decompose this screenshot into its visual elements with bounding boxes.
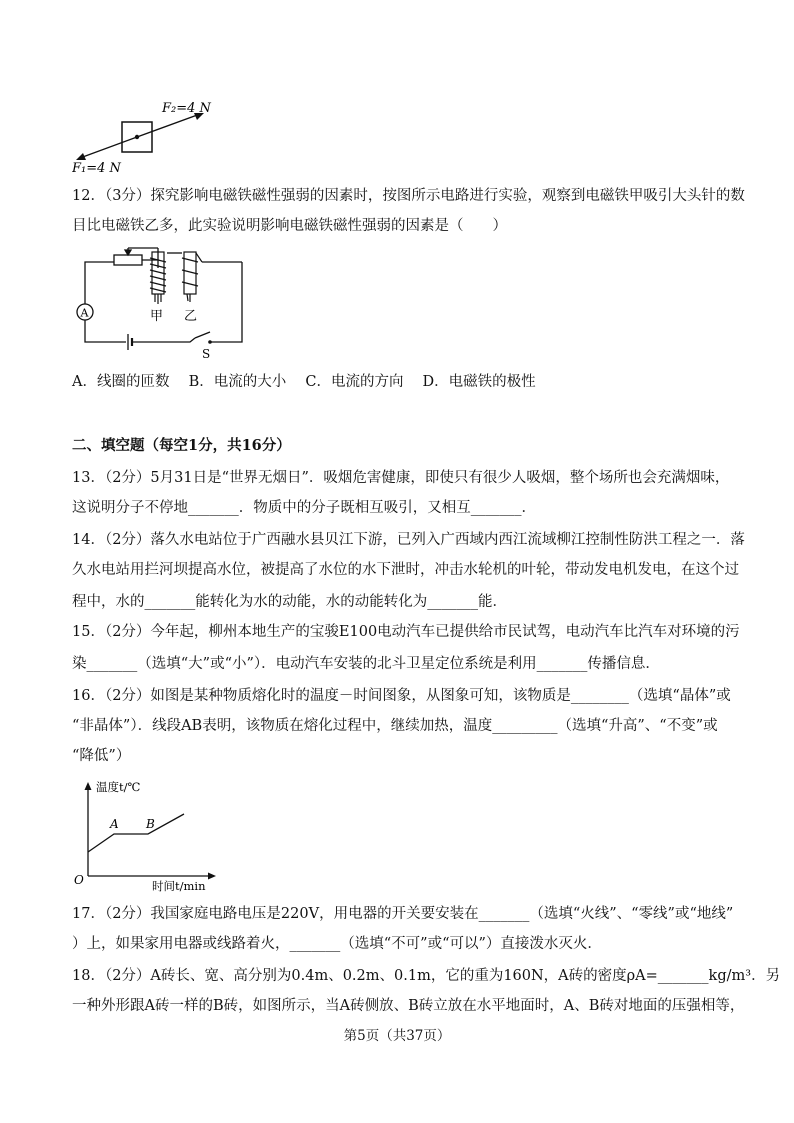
electromagnet-yi (182, 252, 202, 302)
q13-line2: 这说明分子不停地_______．物质中的分子既相互吸引，又相互_______． (72, 500, 536, 516)
force-f1-arrow (80, 137, 137, 158)
q17-line2: ）上，如果家用电器或线路着火，_______（选填“不可”或“可以”）直接泼水灭火． (72, 936, 602, 952)
q16-line3: “降低”） (72, 748, 131, 764)
ammeter-label: A (80, 306, 89, 320)
circuit-diagram (72, 244, 252, 362)
switch-lever (195, 332, 210, 338)
graph-ylabel: 温度t/℃ (96, 780, 141, 794)
label-switch: S (202, 347, 211, 361)
force-f2-label: F₂=4 N (162, 101, 211, 116)
force-f1-label: F₁=4 N (72, 161, 121, 176)
graph-origin: O (74, 873, 84, 887)
q14-line3: 程中，水的_______能转化为水的动能，水的动能转化为_______能． (72, 594, 507, 610)
rheostat (114, 255, 142, 265)
melting-curve (88, 814, 184, 852)
q15-line2: 染_______（选填“大”或“小”）．电动汽车安装的北斗卫星定位系统是利用_______传播信息． (72, 656, 660, 672)
q14-line1: 14．（2分）落久水电站位于广西融水县贝江下游，已列入广西域内西江流域柳江控制性防洪工程之一．落 (72, 532, 745, 548)
force-f2-arrow (137, 114, 200, 137)
switch-contact (208, 340, 212, 344)
melting-graph (72, 776, 222, 894)
force-diagram (72, 94, 222, 176)
graph-point-b: B (146, 817, 155, 831)
q14-line2: 久水电站用拦河坝提高水位，被提高了水位的水下泄时，冲击水轮机的叶轮，带动发电机发电，在这个过 (72, 562, 739, 578)
q12-line2: 目比电磁铁乙多，此实验说明影响电磁铁磁性强弱的因素是（ ） (72, 218, 507, 234)
label-yi: 乙 (184, 309, 198, 324)
q15-line1: 15．（2分）今年起，柳州本地生产的宝骏E100电动汽车已提供给市民试驾，电动汽车比汽车对环境的污 (72, 624, 740, 640)
q12-line1: 12．（3分）探究影响电磁铁磁性强弱的因素时，按图所示电路进行实验，观察到电磁铁甲吸引大头针的数 (72, 188, 745, 204)
graph-xlabel: 时间t/min (152, 879, 206, 893)
electromagnet-jia (150, 252, 166, 304)
page-footer: 第5页（共37页） (343, 1028, 451, 1044)
q17-line1: 17．（2分）我国家庭电路电压是220V，用电器的开关要安装在_______（选填“火线”、“零线”或“地线” (72, 906, 734, 922)
section-2-heading: 二、填空题（每空1分，共16分） (72, 437, 291, 454)
graph-point-a: A (110, 817, 119, 831)
label-jia: 甲 (150, 309, 164, 324)
q18-line1: 18．（2分）A砖长、宽、高分别为0.4m、0.2m、0.1m，它的重为160N，A砖的密度ρA=_______kg/m³．另 (72, 968, 781, 984)
q13-line1: 13．（2分）5月31日是“世界无烟日”．吸烟危害健康，即使只有很少人吸烟，整个场所也会充满烟味， (72, 470, 730, 486)
q12-options: A．线圈的匝数 B．电流的大小 C．电流的方向 D．电磁铁的极性 (72, 374, 536, 390)
q16-line1: 16．（2分）如图是某种物质熔化时的温度－时间图象，从图象可知，该物质是________（选填“晶体”或 (72, 688, 731, 704)
q18-line2: 一种外形跟A砖一样的B砖，如图所示，当A砖侧放、B砖立放在水平地面时，A、B砖对地面的压强相等， (72, 998, 745, 1014)
q16-line2: “非晶体”）．线段AB表明，该物质在熔化过程中，继续加热，温度_________（选填“升高”、“不变”或 (72, 718, 718, 734)
